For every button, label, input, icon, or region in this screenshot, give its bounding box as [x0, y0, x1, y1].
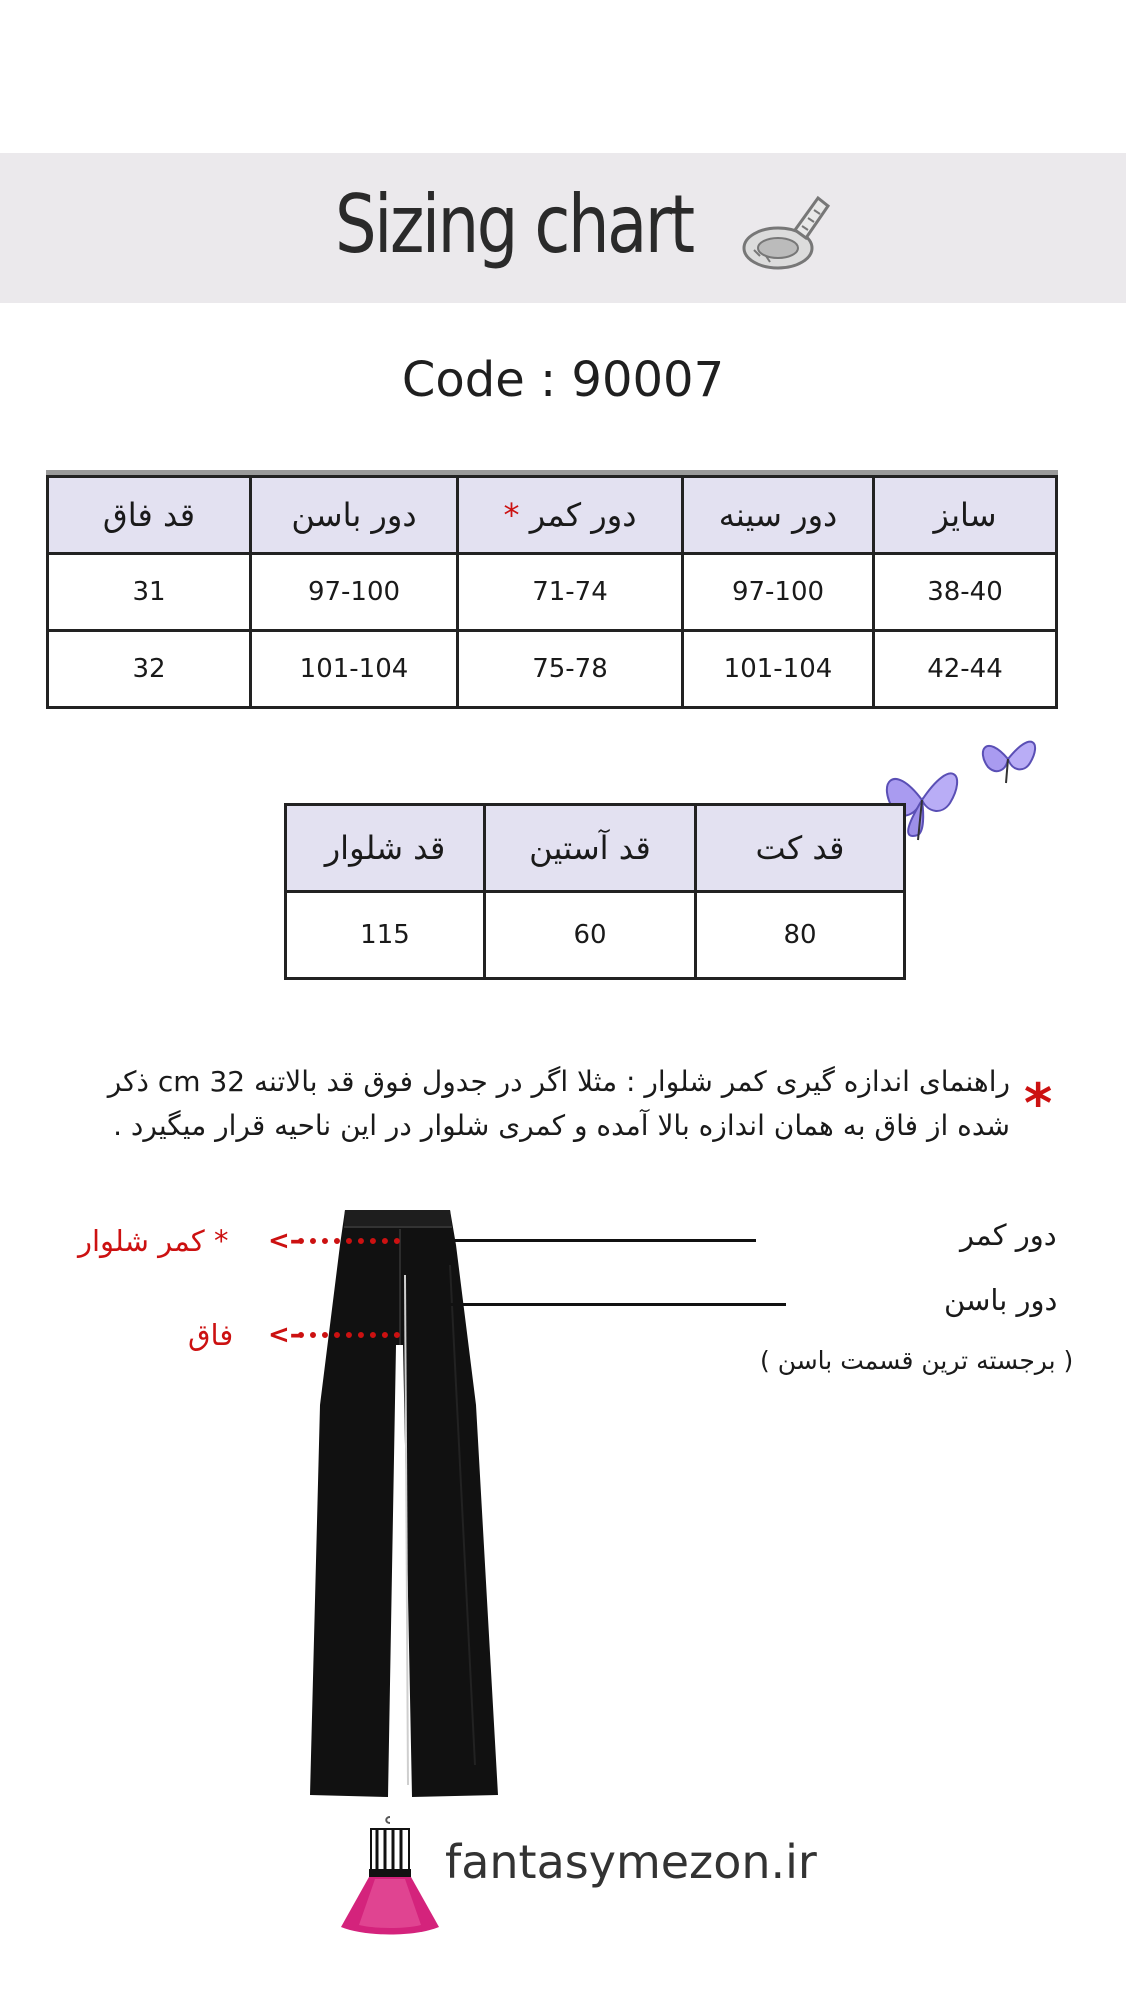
pants-waist-label: * کمر شلوار: [78, 1224, 229, 1258]
header-chest: دور سینه: [683, 477, 874, 554]
page-title: Sizing chart: [335, 178, 693, 271]
cell: 115: [286, 892, 485, 979]
dress-logo-icon: [335, 1815, 445, 1935]
header-jacket-length: قد کت: [696, 805, 905, 892]
product-code: Code : 90007: [401, 352, 725, 408]
note-line: راهنمای اندازه گیری کمر شلوار : مثلا اگر در جدول فوق قد بالاتنه 32 cm ذکر: [107, 1065, 1010, 1098]
cell: 42-44: [874, 631, 1057, 708]
table-header-row: [48, 477, 1057, 554]
arrow-icon: <-: [268, 1320, 301, 1350]
rise-pointer: [298, 1332, 400, 1338]
table-row: [48, 554, 1057, 631]
pants-waist-pointer: [298, 1238, 400, 1244]
table-row: [48, 631, 1057, 708]
cell: 38-40: [874, 554, 1057, 631]
header-size: سایز: [874, 477, 1057, 554]
rise-label: فاق: [188, 1318, 234, 1352]
cell: 31: [48, 554, 251, 631]
header-hip: دور باسن: [251, 477, 458, 554]
cell: 97-100: [683, 554, 874, 631]
waist-label: دور کمر: [960, 1218, 1057, 1252]
cell: 101-104: [683, 631, 874, 708]
site-name: fantasymezon.ir: [445, 1835, 817, 1889]
header-sleeve-length: قد آستین: [485, 805, 696, 892]
hip-line: [436, 1303, 786, 1306]
measurement-note: [80, 1060, 1010, 1148]
pants-illustration: [300, 1205, 510, 1805]
hip-label: دور باسن: [944, 1283, 1058, 1317]
size-table: [46, 475, 1058, 709]
cell: 80: [696, 892, 905, 979]
length-table: [284, 803, 906, 980]
note-line: شده از فاق به همان اندازه بالا آمده و کمری شلوار در این ناحیه قرار میگیرد .: [113, 1109, 1010, 1142]
header-rise: قد فاق: [48, 477, 251, 554]
measuring-tape-icon: [740, 190, 830, 280]
note-star: *: [1024, 1072, 1053, 1135]
header-pants-length: قد شلوار: [286, 805, 485, 892]
table-row: [286, 892, 905, 979]
table-header-row: [286, 805, 905, 892]
hip-sub-label: ( برجسته ترین قسمت باسن ): [760, 1346, 1074, 1375]
waist-line: [438, 1239, 756, 1242]
cell: 101-104: [251, 631, 458, 708]
cell: 60: [485, 892, 696, 979]
butterfly-icon: [978, 725, 1040, 787]
cell: 75-78: [458, 631, 683, 708]
cell: 32: [48, 631, 251, 708]
header-waist: دور کمر *: [458, 477, 683, 554]
arrow-icon: <-: [268, 1226, 301, 1256]
header-star: *: [503, 496, 520, 534]
cell: 97-100: [251, 554, 458, 631]
cell: 71-74: [458, 554, 683, 631]
